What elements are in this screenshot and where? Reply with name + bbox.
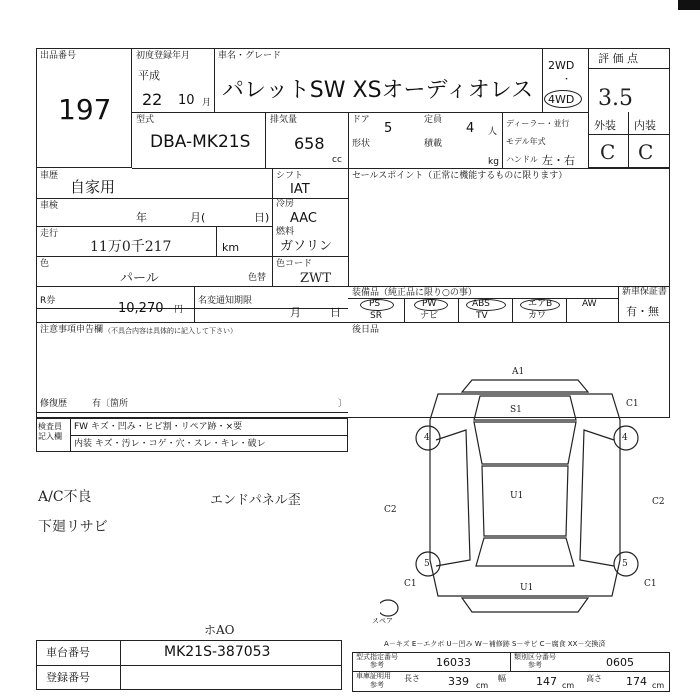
color-label: 色	[40, 259, 50, 269]
shift-label: シフト	[276, 171, 304, 181]
history-value: 自家用	[70, 178, 116, 196]
displacement-value: 658	[294, 134, 325, 153]
model-label: 型式	[136, 115, 155, 125]
mark-left-rear: 5	[424, 559, 430, 569]
mark-right-c2: C2	[652, 497, 665, 507]
length-unit: cm	[476, 681, 489, 690]
width-label: 幅	[498, 674, 506, 683]
corner-mark	[678, 0, 700, 10]
door-value: 5	[384, 121, 393, 136]
color-code-label: 色コード	[276, 259, 313, 269]
inspector-row1: FW キズ・凹み・ヒビ割・リペア跡・×要	[74, 422, 243, 432]
sales-point-label: セールスポイント（正常に機能するものに限ります）	[352, 171, 568, 181]
load-label: 積載	[424, 139, 443, 149]
interior-grade: C	[638, 140, 654, 164]
diagram-left-doors	[436, 430, 470, 566]
diagram-front-bumper	[462, 380, 588, 392]
type-spec-value: 16033	[436, 656, 471, 669]
height-value: 174	[626, 675, 647, 688]
drive-dot: ・	[562, 75, 572, 85]
equip-sr: SR	[370, 311, 382, 321]
handle-label: ハンドル	[506, 155, 538, 164]
mileage-unit: km	[222, 241, 240, 254]
diagram-right-doors	[580, 430, 614, 566]
exterior-label: 外装	[594, 119, 616, 132]
inspector-row2: 内装 キズ・汚レ・コゲ・穴・スレ・キレ・破レ	[74, 439, 266, 449]
recycle-label: R券	[40, 296, 56, 306]
capacity-label: 定員	[424, 115, 443, 125]
model-year-label: モデル年式	[506, 137, 546, 146]
mileage-value: 11万0千217	[90, 239, 172, 255]
capacity-unit: 人	[488, 127, 498, 137]
mark-rear-left-c: C1	[404, 579, 417, 589]
reg-month-unit: 月	[202, 98, 212, 108]
mark-right-rear: 5	[622, 559, 628, 569]
diagram-spare-tire	[380, 600, 398, 616]
reg-label: 登録番号	[46, 671, 90, 684]
repair-label: 修復歴	[40, 399, 68, 409]
equip-leather: カワ	[528, 311, 547, 321]
handwritten-ac-note: A/C不良	[38, 489, 92, 505]
lot-number: 197	[58, 93, 112, 126]
drive-4wd: 4WD	[548, 93, 575, 106]
inspector-label: 検査員記入欄	[38, 422, 62, 442]
displacement-label: 排気量	[270, 115, 298, 125]
equip-navi: ナビ	[420, 311, 439, 321]
width-value: 147	[536, 675, 557, 688]
ac-value: AAC	[290, 211, 317, 226]
type-spec-ref: 参考	[370, 661, 384, 669]
model-value: DBA-MK21S	[150, 132, 251, 152]
color-change-label: 色替	[248, 273, 267, 283]
door-label: ドア	[352, 115, 370, 125]
equip-tv: TV	[476, 311, 488, 321]
length-value: 339	[448, 675, 469, 688]
inspection-day: 日)	[254, 211, 270, 224]
damage-legend: A－キズ E－エクボ U－凹み W－補修跡 S－サビ C－腐食 XX－交換済	[384, 640, 606, 648]
class-value: 0605	[606, 656, 634, 669]
equip-abs: ABS	[472, 299, 490, 309]
chassis-value: MK21S-387053	[164, 644, 271, 660]
first-reg-label: 初度登録年月	[136, 51, 191, 61]
era: 平成	[138, 69, 160, 82]
height-label: 高さ	[586, 674, 602, 683]
lot-label: 出品番号	[40, 51, 77, 61]
notes-label: 注意事項申告欄	[40, 325, 104, 335]
cert-ref: 参考	[370, 681, 384, 689]
displacement-unit: cc	[332, 155, 342, 165]
width-unit: cm	[562, 681, 575, 690]
score-value: 3.5	[598, 86, 633, 111]
repair-close: 〕	[338, 399, 348, 409]
equipment-label: 装備品（純正品に限り○の事）	[352, 288, 477, 298]
equip-pw: PW	[422, 299, 437, 309]
mark-right-front: 4	[622, 433, 628, 443]
load-unit: kg	[488, 157, 499, 167]
exterior-grade: C	[600, 140, 616, 164]
color-value: パール	[120, 271, 159, 286]
equip-aw: AW	[582, 299, 597, 309]
mark-left-c2: C2	[384, 505, 397, 515]
score-label: 評 価 点	[598, 52, 638, 65]
mark-left-front: 4	[424, 433, 430, 443]
interior-label: 内装	[634, 119, 656, 132]
name-change-label: 名変通知期限	[198, 296, 253, 306]
diagram-rear-window	[476, 538, 574, 566]
diagram-rear-bumper	[462, 598, 588, 612]
mark-top: A1	[512, 367, 525, 377]
capacity-value: 4	[466, 121, 475, 136]
type-spec-label: 型式指定番号	[356, 653, 398, 661]
mark-right-front-c: C1	[626, 399, 639, 409]
mileage-label: 走行	[40, 229, 59, 239]
equip-airbag: エアB	[528, 299, 553, 309]
handwritten-sign: ホAO	[204, 623, 235, 637]
dealer-label: ディーラー・並行	[506, 119, 570, 128]
inspection-month: 月(	[190, 211, 206, 224]
notes-sub: （不具合内容は具体的に記入して下さい）	[104, 327, 237, 335]
ac-label: 冷房	[276, 199, 295, 209]
recycle-unit: 円	[174, 305, 184, 315]
class-label: 類別区分番号	[514, 653, 556, 661]
handwritten-under-note: 下廻リサビ	[38, 519, 108, 535]
recycle-fee: 10,270	[118, 301, 164, 316]
aftermarket-label: 後日品	[352, 325, 380, 335]
diagram-roof	[482, 466, 568, 536]
chassis-label: 車台番号	[46, 646, 90, 659]
mark-rear-u: U1	[520, 583, 534, 593]
reg-month: 10	[178, 93, 195, 108]
color-code-value: ZWT	[300, 271, 332, 286]
cert-label: 車庫証明用	[356, 672, 391, 680]
shift-value: IAT	[290, 182, 310, 197]
diagram-hood	[474, 396, 576, 420]
class-ref: 参考	[528, 661, 542, 669]
drive-2wd: 2WD	[548, 59, 575, 72]
car-name: パレットSW XSオーディオレス	[222, 78, 534, 103]
name-change-month: 月	[290, 306, 301, 319]
car-name-label: 車名・グレード	[218, 51, 282, 61]
mark-roof: U1	[510, 491, 524, 501]
mark-spare: スペア	[372, 617, 393, 625]
warranty-value: 有・無	[626, 305, 659, 318]
reg-year: 22	[142, 90, 163, 109]
equip-ps: PS	[369, 299, 381, 309]
inspection-year: 年	[136, 211, 147, 224]
length-label: 長さ	[404, 674, 420, 683]
diagram-windshield	[474, 422, 576, 464]
name-change-day: 日	[330, 306, 341, 319]
handwritten-end-panel: エンドパネル歪	[210, 493, 301, 508]
fuel-value: ガソリン	[280, 239, 333, 254]
height-unit: cm	[652, 681, 665, 690]
mark-windshield: S1	[510, 405, 522, 415]
repair-value: 有〔箇所	[92, 399, 129, 409]
warranty-label: 新車保証書	[622, 287, 668, 297]
fuel-label: 燃料	[276, 227, 295, 237]
history-label: 車歴	[40, 171, 59, 181]
handle-value: 左・右	[542, 154, 575, 167]
inspection-label: 車検	[40, 201, 59, 211]
mark-rear-right-c: C1	[644, 579, 657, 589]
shape-label: 形状	[352, 139, 371, 149]
